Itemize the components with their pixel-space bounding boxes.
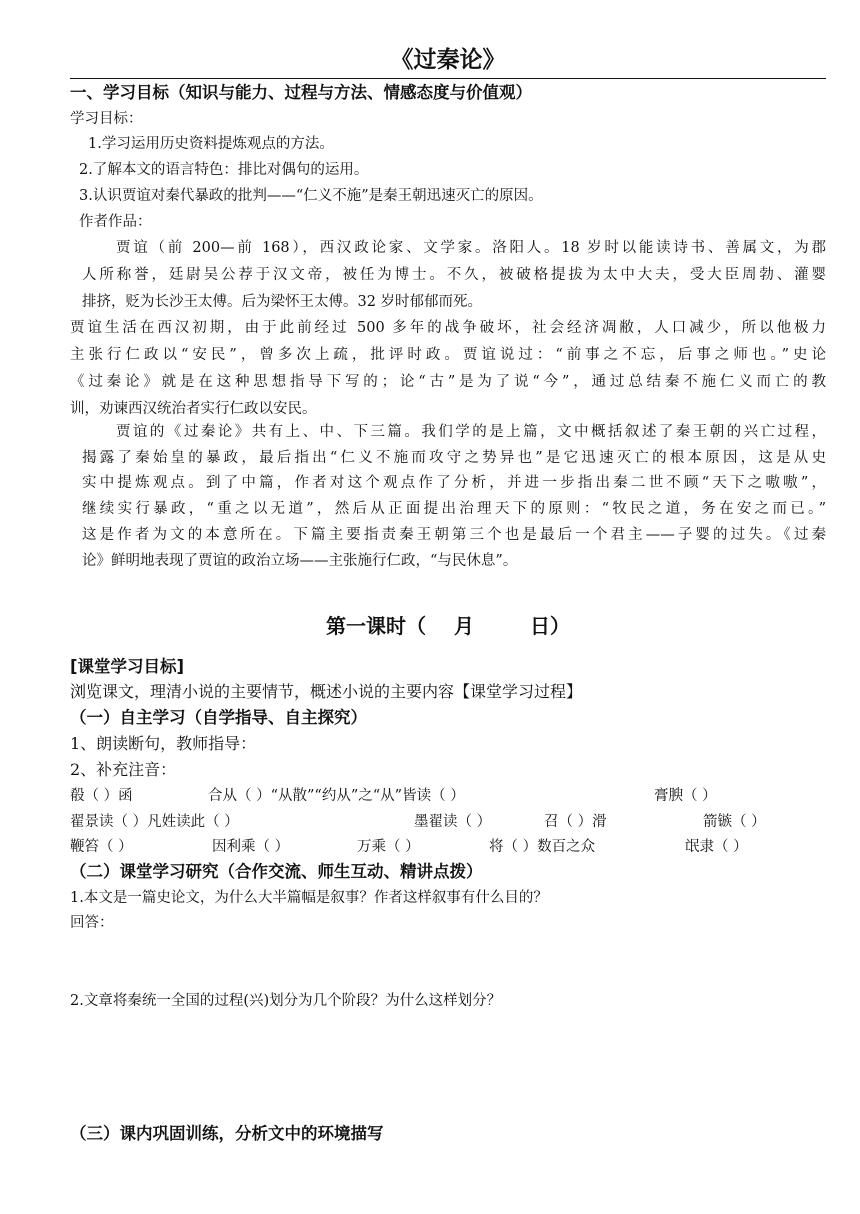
author-paragraph-line: 贾谊（前 200—前 168），西汉政论家、文学家。洛阳人。18 岁时以能读诗书、善属文，为郡 — [116, 240, 826, 256]
phonetic-entry: 召（ ）滑 — [544, 814, 607, 830]
objectives-heading: 一、学习目标（知识与能力、过程与方法、情感态度与价值观） — [70, 83, 532, 102]
work-paragraph-line: 这是作者为文的本意所在。下篇主要指责秦王朝第三个也是最后一个君主——子婴的过失。《过秦 — [82, 527, 826, 543]
section-1-item: 2、补充注音： — [70, 760, 177, 779]
author-paragraph-line: 人所称誉，廷尉吴公荐于汉文帝，被任为博士。不久，被破格提拔为太中大夫，受大臣周勃、灌婴 — [82, 267, 826, 283]
phonetic-entry: 殽（ ）函 — [70, 788, 133, 804]
question-1: 1.本文是一篇史论文，为什么大半篇幅是叙事？作者这样叙事有什么目的？ — [70, 890, 548, 906]
work-paragraph-line: 继续实行暴政，“重之以无道”，然后从正面提出治理天下的原则：“牧民之道，务在安之而已。” — [82, 501, 826, 517]
work-paragraph-line: 贾谊的《过秦论》共有上、中、下三篇。我们学的是上篇，文中概括叙述了秦王朝的兴亡过程， — [116, 424, 826, 440]
lesson-month: 月 — [454, 614, 474, 638]
class-goal-heading: [课堂学习目标] — [70, 657, 185, 676]
phonetic-entry: 因利乘（ ） — [212, 839, 290, 855]
background-paragraph-line: 训，劝谏西汉统治者实行仁政以安民。 — [70, 401, 317, 417]
class-goal-text: 浏览课文，理清小说的主要情节，概述小说的主要内容【课堂学习过程】 — [70, 682, 583, 701]
lesson-day: 日） — [530, 614, 570, 638]
phonetic-entry: 箭镞（ ） — [703, 814, 766, 830]
objective-item: 2.了解本文的语言特色：排比对偶句的运用。 — [79, 162, 369, 178]
author-paragraph-line: 排挤，贬为长沙王太傅。后为梁怀王太傅。32 岁时郁郁而死。 — [82, 294, 483, 310]
section-1-heading: （一）自主学习（自学指导、自主探究） — [70, 708, 367, 727]
author-label: 作者作品： — [79, 214, 152, 230]
objective-item: 3.认识贾谊对秦代暴政的批判——“仁义不施”是秦王朝迅速灭亡的原因。 — [79, 188, 543, 204]
phonetic-entry: 合从（ ）“从散”“约从”之“从”皆读（ ） — [208, 788, 465, 804]
phonetic-entry: 万乘（ ） — [357, 839, 420, 855]
work-paragraph-line: 论》鲜明地表现了贾谊的政治立场——主张施行仁政，“与民休息”。 — [82, 553, 518, 569]
section-1-item: 1、朗读断句，教师指导： — [70, 734, 257, 753]
answer-label: 回答： — [70, 915, 114, 931]
phonetic-entry: 将（ ）数百之众 — [489, 839, 596, 855]
phonetic-entry: 氓隶（ ） — [685, 839, 748, 855]
objectives-label: 学习目标： — [70, 111, 143, 127]
background-paragraph-line: 主张行仁政以“安民”，曾多次上疏，批评时政。贾谊说过：“前事之不忘，后事之师也。”史论 — [70, 347, 826, 363]
phonetic-entry: 鞭笞（ ） — [70, 839, 133, 855]
question-2: 2.文章将秦统一全国的过程(兴)划分为几个阶段？为什么这样划分？ — [70, 993, 502, 1009]
work-paragraph-line: 实中提炼观点。到了中篇，作者对这个观点作了分析，并进一步指出秦二世不顾“天下之嗷嗷”， — [82, 475, 826, 491]
phonetic-entry: 翟景读（ ）凡姓读此（ ） — [70, 814, 239, 830]
work-paragraph-line: 揭露了秦始皇的暴政，最后指出“仁义不施而攻守之势异也”是它迅速灭亡的根本原因，这是从史 — [82, 450, 826, 466]
lesson-prefix: 第一课时（ — [326, 614, 426, 638]
background-paragraph-line: 贾谊生活在西汉初期，由于此前经过 500 多年的战争破坏，社会经济凋敝，人口减少，所以他极力 — [70, 320, 826, 336]
document-title: 《过秦论》 — [390, 47, 506, 73]
background-paragraph-line: 《过秦论》就是在这种思想指导下写的；论“古”是为了说“今”，通过总结秦不施仁义而亡的教 — [70, 374, 826, 390]
objective-item: 1.学习运用历史资料提炼观点的方法。 — [88, 136, 334, 152]
phonetic-entry: 墨翟读（ ） — [414, 814, 492, 830]
lesson-heading — [70, 611, 826, 641]
phonetic-entry: 膏腴（ ） — [654, 788, 717, 804]
section-3-heading: （三）课内巩固训练，分析文中的环境描写 — [70, 1124, 384, 1143]
title-divider — [70, 78, 826, 79]
section-2-heading: （二）课堂学习研究（合作交流、师生互动、精讲点拨） — [70, 862, 483, 881]
